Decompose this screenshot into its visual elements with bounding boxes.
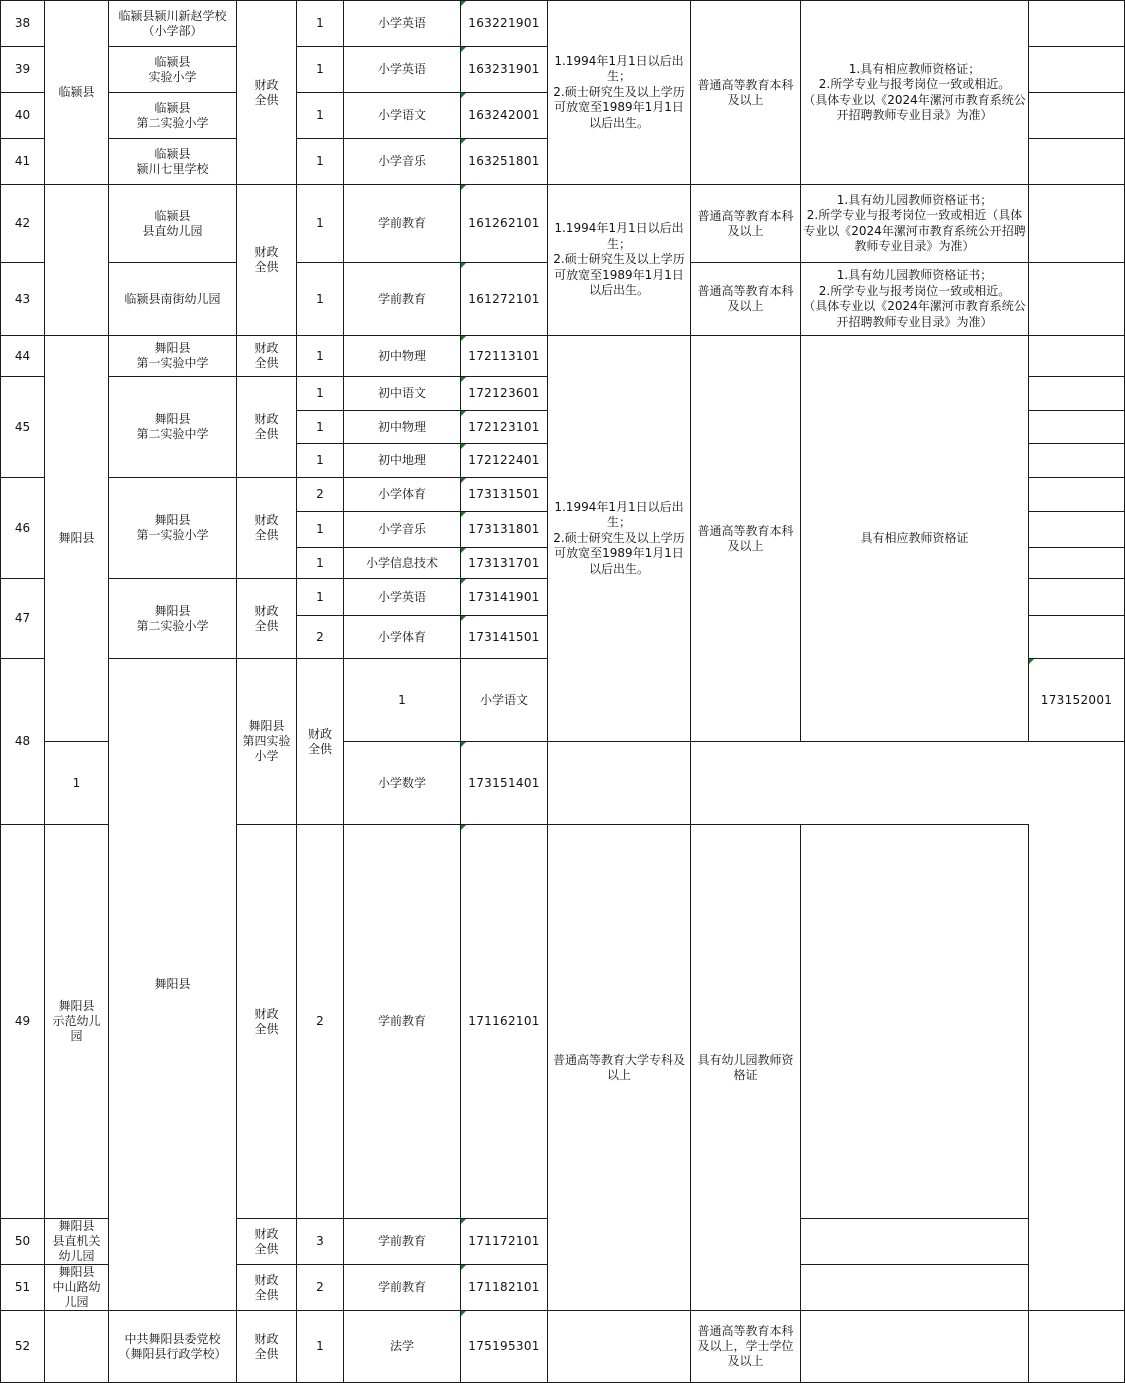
seq-cell: 44 [1,336,45,377]
seq-cell: 43 [1,263,45,336]
subject-cell: 学前教育 [344,1219,461,1265]
post-code-cell: 163242001 [461,93,548,139]
post-code-cell: 173141901 [461,579,548,616]
other-requirement-cell: 具有幼儿园教师资格证 [691,825,801,1311]
age-requirement-cell: 1.1994年1月1日以后出生； 2.硕士研究生及以上学历可放宽至1989年1月1日以后出生。 [548,336,691,742]
count-cell: 3 [297,1219,344,1265]
school-cell: 舞阳县 第二实验中学 [109,377,237,478]
count-cell: 1 [297,1311,344,1383]
education-cell: 普通高等教育本科及以上 [691,263,801,336]
other-requirement-cell: 1.具有幼儿园教师资格证书； 2.所学专业与报考岗位一致或相近（具体专业以《2024年漯河市教育系统公开招聘教师专业目录》为准） [801,185,1029,263]
count-cell: 1 [297,1,344,47]
seq-cell: 47 [1,579,45,659]
seq-cell: 42 [1,185,45,263]
post-code-cell: 172123601 [461,377,548,411]
remark-cell [1029,512,1125,548]
remark-cell [1029,93,1125,139]
post-code-cell: 172123101 [461,411,548,444]
subject-cell: 小学音乐 [344,512,461,548]
funding-cell: 财政 全供 [297,659,344,825]
remark-cell [1029,263,1125,336]
remark-cell [801,1265,1029,1311]
subject-cell: 初中物理 [344,336,461,377]
school-cell: 舞阳县 第一实验中学 [109,336,237,377]
count-cell: 1 [297,411,344,444]
education-cell: 普通高等教育本科及以上，学士学位及以上 [691,1311,801,1383]
count-cell: 1 [45,742,109,825]
post-code-cell: 163231901 [461,47,548,93]
count-cell: 2 [297,616,344,659]
subject-cell: 小学音乐 [344,139,461,185]
school-cell: 舞阳县 中山路幼儿园 [45,1265,109,1311]
count-cell: 2 [297,478,344,512]
age-requirement-cell [548,1311,691,1383]
subject-cell: 小学数学 [344,742,461,825]
subject-cell: 初中物理 [344,411,461,444]
county-cell: 舞阳县 [45,336,109,742]
post-code-cell: 172122401 [461,444,548,478]
count-cell: 1 [297,512,344,548]
funding-cell: 财政 全供 [237,1219,297,1265]
funding-cell: 财政 全供 [237,825,297,1219]
remark-cell [1029,139,1125,185]
post-code-cell: 175195301 [461,1311,548,1383]
school-cell: 中共舞阳县委党校 （舞阳县行政学校） [109,1311,237,1383]
subject-cell: 小学语文 [344,93,461,139]
funding-cell: 财政 全供 [237,1,297,185]
count-cell: 2 [297,825,344,1219]
school-cell: 临颍县南街幼儿园 [109,263,237,336]
count-cell: 1 [297,263,344,336]
other-requirement-cell: 1.具有相应教师资格证； 2.所学专业与报考岗位一致或相近。 （具体专业以《2024年漯河市教育系统公开招聘教师专业目录》为准） [801,1,1029,185]
count-cell: 1 [297,444,344,478]
education-cell: 普通高等教育本科及以上 [691,336,801,742]
remark-cell [1029,336,1125,377]
table-row [1,1311,1125,1383]
table-row [1,1,1125,47]
remark-cell [1029,185,1125,263]
subject-cell: 法学 [344,1311,461,1383]
seq-cell: 41 [1,139,45,185]
post-code-cell: 163251801 [461,139,548,185]
seq-cell: 48 [1,659,45,825]
table-row [1,336,1125,377]
seq-cell: 49 [1,825,45,1219]
post-code-cell: 171162101 [461,825,548,1219]
subject-cell: 学前教育 [344,185,461,263]
count-cell: 1 [297,548,344,579]
remark-cell [548,742,691,825]
remark-cell [1029,548,1125,579]
school-cell: 舞阳县 第二实验小学 [109,579,237,659]
county-cell [45,185,109,336]
county-cell [45,1311,109,1383]
subject-cell: 学前教育 [344,825,461,1219]
table-row [1,185,1125,263]
county-cell: 舞阳县 [109,659,237,1311]
post-code-cell: 172113101 [461,336,548,377]
school-cell: 舞阳县 第四实验小学 [237,659,297,825]
remark-cell [1029,377,1125,411]
seq-cell: 38 [1,1,45,47]
subject-cell: 小学英语 [344,1,461,47]
remark-cell [1029,1,1125,47]
school-cell: 临颍县 实验小学 [109,47,237,93]
post-code-cell: 173141501 [461,616,548,659]
school-cell: 舞阳县 第一实验小学 [109,478,237,579]
count-cell: 1 [344,659,461,742]
subject-cell: 小学英语 [344,47,461,93]
school-cell: 临颍县 县直幼儿园 [109,185,237,263]
other-requirement-cell [801,1311,1029,1383]
subject-cell: 小学语文 [461,659,548,742]
remark-cell [1029,1311,1125,1383]
post-code-cell: 171172101 [461,1219,548,1265]
subject-cell: 初中语文 [344,377,461,411]
education-cell: 普通高等教育大学专科及以上 [548,825,691,1311]
subject-cell: 小学英语 [344,579,461,616]
education-cell: 普通高等教育本科及以上 [691,185,801,263]
education-cell: 普通高等教育本科及以上 [691,1,801,185]
subject-cell: 小学信息技术 [344,548,461,579]
subject-cell: 学前教育 [344,263,461,336]
count-cell: 1 [297,377,344,411]
seq-cell: 45 [1,377,45,478]
remark-cell [1029,47,1125,93]
count-cell: 1 [297,336,344,377]
funding-cell: 财政 全供 [237,478,297,579]
post-code-cell: 173152001 [1029,659,1125,742]
post-code-cell: 173131701 [461,548,548,579]
school-cell: 舞阳县 县直机关幼儿园 [45,1219,109,1265]
count-cell: 1 [297,47,344,93]
age-requirement-cell: 1.1994年1月1日以后出生； 2.硕士研究生及以上学历可放宽至1989年1月1日以后出生。 [548,1,691,185]
post-code-cell: 171182101 [461,1265,548,1311]
remark-cell [1029,616,1125,659]
funding-cell: 财政 全供 [237,1311,297,1383]
seq-cell: 40 [1,93,45,139]
count-cell: 1 [297,93,344,139]
count-cell: 1 [297,579,344,616]
funding-cell: 财政 全供 [237,185,297,336]
seq-cell: 51 [1,1265,45,1311]
post-code-cell: 173131501 [461,478,548,512]
subject-cell: 初中地理 [344,444,461,478]
remark-cell [801,1219,1029,1265]
seq-cell: 50 [1,1219,45,1265]
remark-cell [1029,478,1125,512]
funding-cell: 财政 全供 [237,336,297,377]
post-code-cell: 161272101 [461,263,548,336]
other-requirement-cell: 1.具有幼儿园教师资格证书； 2.所学专业与报考岗位一致或相近。 （具体专业以《2024年漯河市教育系统公开招聘教师专业目录》为准） [801,263,1029,336]
seq-cell: 39 [1,47,45,93]
count-cell: 1 [297,139,344,185]
count-cell: 2 [297,1265,344,1311]
subject-cell: 学前教育 [344,1265,461,1311]
subject-cell: 小学体育 [344,616,461,659]
remark-cell [1029,411,1125,444]
funding-cell: 财政 全供 [237,377,297,478]
post-code-cell: 173131801 [461,512,548,548]
seq-cell: 52 [1,1311,45,1383]
school-cell: 临颍县颍川新赵学校（小学部） [109,1,237,47]
funding-cell: 财政 全供 [237,579,297,659]
funding-cell: 财政 全供 [237,1265,297,1311]
post-code-cell: 161262101 [461,185,548,263]
school-cell: 舞阳县 示范幼儿园 [45,825,109,1219]
school-cell: 临颍县 颍川七里学校 [109,139,237,185]
other-requirement-cell: 具有相应教师资格证 [801,336,1029,742]
subject-cell: 小学体育 [344,478,461,512]
count-cell: 1 [297,185,344,263]
remark-cell [1029,579,1125,616]
seq-cell: 46 [1,478,45,579]
remark-cell [1029,444,1125,478]
post-code-cell: 173151401 [461,742,548,825]
school-cell: 临颍县 第二实验小学 [109,93,237,139]
county-cell: 临颍县 [45,1,109,185]
age-requirement-cell: 1.1994年1月1日以后出生； 2.硕士研究生及以上学历可放宽至1989年1月1日以后出生。 [548,185,691,336]
post-code-cell: 163221901 [461,1,548,47]
remark-cell [801,825,1029,1219]
